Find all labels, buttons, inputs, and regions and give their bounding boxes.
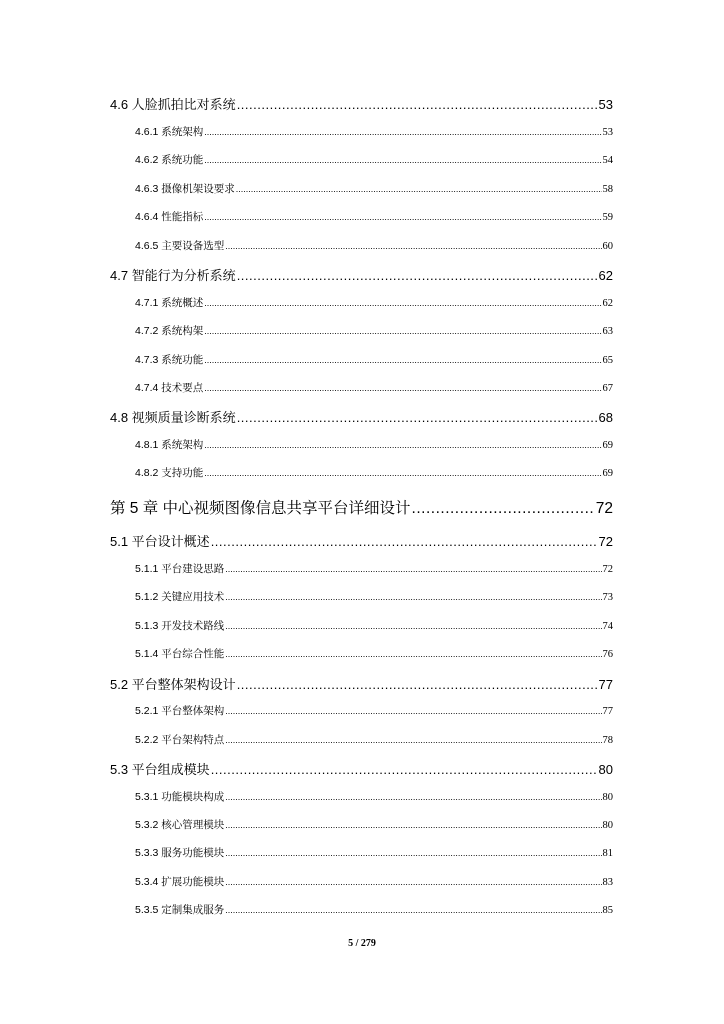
toc-entry-page: 62 (598, 268, 613, 283)
toc-entry-title: 4.6.5 主要设备选型 (135, 240, 225, 252)
toc-entry-page: 81 (602, 848, 613, 859)
toc-leader-dots (204, 325, 601, 337)
toc-leader-dots (204, 126, 601, 138)
toc-chapter-entry[interactable] (110, 496, 613, 518)
toc-entry[interactable] (135, 589, 613, 604)
toc-entry-page: 59 (602, 212, 613, 223)
toc-entry[interactable] (135, 181, 613, 196)
toc-entry[interactable] (135, 380, 613, 395)
toc-entry-title: 5.3.4 扩展功能模块 (135, 876, 225, 888)
toc-leader-dots (237, 677, 598, 692)
toc-leader-dots (204, 439, 601, 451)
toc-entry-page: 80 (598, 762, 613, 777)
toc-entry-page: 65 (602, 355, 613, 366)
toc-entry-page: 53 (602, 127, 613, 138)
toc-entry-page: 72 (595, 500, 613, 517)
toc-leader-dots (225, 876, 601, 888)
toc-entry[interactable] (110, 531, 613, 550)
toc-entry[interactable] (135, 323, 613, 338)
toc-leader-dots (204, 297, 601, 309)
toc-leader-dots (225, 591, 601, 603)
toc-entry-page: 76 (602, 649, 613, 660)
toc-leader-dots (225, 648, 601, 660)
toc-leader-dots (236, 183, 602, 195)
toc-entry[interactable] (135, 646, 613, 661)
toc-leader-dots (211, 762, 598, 777)
toc-entry-title: 5.3.1 功能模块构成 (135, 791, 225, 803)
toc-entry-title: 4.6.4 性能指标 (135, 211, 204, 223)
toc-entry[interactable] (135, 703, 613, 718)
toc-entry-page: 63 (602, 326, 613, 337)
toc-entry-title: 5.3.3 服务功能模块 (135, 847, 225, 859)
toc-entry-page: 53 (598, 97, 613, 112)
toc-entry[interactable] (135, 295, 613, 310)
toc-entry[interactable] (135, 817, 613, 832)
toc-entry[interactable] (135, 618, 613, 633)
toc-entry-title: 5.3.2 核心管理模块 (135, 819, 225, 831)
toc-entry[interactable] (110, 759, 613, 778)
toc-entry-title: 4.8.1 系统架构 (135, 439, 204, 451)
toc-entry[interactable] (135, 238, 613, 253)
toc-entry-page: 85 (602, 905, 613, 916)
toc-entry-title: 4.6.2 系统功能 (135, 154, 204, 166)
toc-entry-title: 5.2.2 平台架构特点 (135, 734, 225, 746)
toc-entry-page: 80 (602, 820, 613, 831)
toc-leader-dots (204, 467, 601, 479)
toc-leader-dots (225, 847, 601, 859)
toc-entry-title: 5.1.1 平台建设思路 (135, 563, 225, 575)
toc-entry-page: 54 (602, 155, 613, 166)
toc-entry[interactable] (135, 732, 613, 747)
toc-leader-dots (237, 268, 598, 283)
toc-entry-title: 5.1 平台设计概述 (110, 534, 210, 549)
toc-entry-page: 72 (602, 564, 613, 575)
toc-entry-page: 67 (602, 383, 613, 394)
toc-leader-dots (204, 354, 601, 366)
toc-leader-dots (237, 410, 598, 425)
toc-entry-title: 5.2.1 平台整体架构 (135, 705, 225, 717)
toc-leader-dots (225, 563, 601, 575)
toc-entry-title: 5.3 平台组成模块 (110, 762, 210, 777)
toc-entry-page: 77 (602, 706, 613, 717)
toc-entry-title: 4.6.1 系统架构 (135, 126, 204, 138)
toc-leader-dots (204, 154, 601, 166)
toc-entry-title: 4.7.4 技术要点 (135, 382, 204, 394)
toc-entry[interactable] (135, 789, 613, 804)
toc-entry[interactable] (110, 94, 613, 113)
toc-entry[interactable] (110, 265, 613, 284)
toc-entry[interactable] (135, 902, 613, 917)
toc-leader-dots (225, 734, 601, 746)
page-indicator: 5 / 279 (348, 938, 376, 949)
toc-entry[interactable] (135, 124, 613, 139)
toc-leader-dots (204, 211, 601, 223)
toc-entry-title: 4.6.3 摄像机架设要求 (135, 183, 235, 195)
toc-entry-page: 69 (602, 468, 613, 479)
toc-entry[interactable] (135, 561, 613, 576)
toc-entry-page: 80 (602, 792, 613, 803)
toc-entry[interactable] (135, 209, 613, 224)
toc-entry-page: 73 (602, 592, 613, 603)
toc-entry-title: 4.6 人脸抓拍比对系统 (110, 97, 236, 112)
toc-entry-title: 5.1.3 开发技术路线 (135, 620, 225, 632)
toc-entry-title: 5.1.2 关键应用技术 (135, 591, 225, 603)
toc-entry[interactable] (135, 465, 613, 480)
toc-entry-title: 4.8 视频质量诊断系统 (110, 410, 236, 425)
toc-entry-page: 74 (602, 621, 613, 632)
toc-leader-dots (225, 240, 601, 252)
toc-entry-page: 83 (602, 877, 613, 888)
toc-entry-page: 69 (602, 440, 613, 451)
toc-entry[interactable] (135, 352, 613, 367)
toc-leader-dots (225, 904, 601, 916)
toc-leader-dots (225, 791, 601, 803)
toc-entry[interactable] (135, 437, 613, 452)
toc-entry-page: 60 (602, 241, 613, 252)
toc-leader-dots (412, 500, 595, 518)
toc-leader-dots (237, 97, 598, 112)
toc-entry-title: 5.1.4 平台综合性能 (135, 648, 225, 660)
toc-leader-dots (225, 705, 601, 717)
toc-entry-title: 5.3.5 定制集成服务 (135, 904, 225, 916)
toc-entry-page: 68 (598, 410, 613, 425)
toc-entry-page: 77 (598, 677, 613, 692)
toc-entry-title: 5.2 平台整体架构设计 (110, 677, 236, 692)
toc-entry-title: 4.7.1 系统概述 (135, 297, 204, 309)
toc-entry-page: 78 (602, 735, 613, 746)
toc-entry[interactable] (135, 152, 613, 167)
toc-entry[interactable] (110, 674, 613, 693)
toc-entry[interactable] (135, 874, 613, 889)
toc-entry-page: 62 (602, 298, 613, 309)
toc-entry-title: 4.7.3 系统功能 (135, 354, 204, 366)
toc-leader-dots (225, 819, 601, 831)
toc-leader-dots (211, 534, 598, 549)
toc-entry-title: 4.8.2 支持功能 (135, 467, 204, 479)
toc-entry-page: 58 (602, 184, 613, 195)
toc-entry[interactable] (135, 845, 613, 860)
toc-entry-page: 72 (598, 534, 613, 549)
toc-entry-title: 第 5 章 中心视频图像信息共享平台详细设计 (110, 500, 411, 517)
toc-entry[interactable] (110, 407, 613, 426)
toc-leader-dots (204, 382, 601, 394)
toc-entry-title: 4.7.2 系统构架 (135, 325, 204, 337)
toc-entry-title: 4.7 智能行为分析系统 (110, 268, 236, 283)
toc-leader-dots (225, 620, 601, 632)
